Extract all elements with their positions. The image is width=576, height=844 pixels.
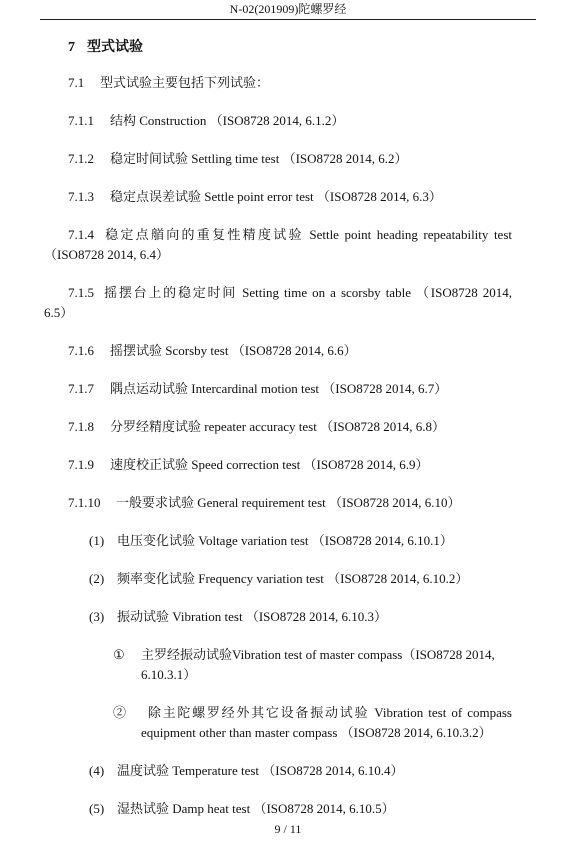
item-number: 7.1.6: [68, 343, 94, 358]
item-number: 7.1.3: [68, 189, 94, 204]
sub-item-text: 电压变化试验 Voltage variation test （ISO8728 2014, 6.10.1）: [117, 533, 453, 548]
item-text: 一般要求试验 General requirement test （ISO8728 2014, 6.10）: [116, 495, 461, 510]
list-item: [68, 455, 428, 475]
sub-item-text: 频率变化试验 Frequency variation test （ISO8728 2014, 6.10.2）: [117, 571, 469, 586]
vibration-item: [113, 645, 495, 665]
list-item: [68, 379, 447, 399]
intro-text: 型式试验主要包括下列试验：: [100, 75, 270, 90]
list-item: [68, 149, 408, 169]
sub-item-text: 湿热试验 Damp heat test （ISO8728 2014, 6.10.5）: [117, 801, 395, 816]
page-number: 9 / 11: [274, 822, 302, 836]
list-item: [68, 225, 512, 245]
item-continuation: （ISO8728 2014, 6.4）: [44, 247, 169, 262]
sub-item: [89, 569, 468, 589]
vibration-item-continuation: equipment other than master compass （ISO8728 2014, 6.10.3.2）: [141, 725, 492, 740]
list-item: [68, 187, 442, 207]
item-text: 摇摆台上的稳定时间 Setting time on a scorsby table （ISO8728 2014,: [104, 285, 513, 300]
sub-item: [89, 531, 453, 551]
list-item: [68, 341, 357, 361]
item-text: 分罗经精度试验 repeater accuracy test （ISO8728 2014, 6.8）: [110, 419, 446, 434]
vibration-item-number: ②: [113, 705, 128, 720]
item-number: 7.1.4: [68, 227, 94, 242]
sub-item-number: (2): [89, 571, 105, 586]
sub-item: [89, 607, 387, 627]
item-number: 7.1.2: [68, 151, 94, 166]
header-divider: [40, 19, 536, 20]
item-text: 速度校正试验 Speed correction test （ISO8728 2014, 6.9）: [110, 457, 429, 472]
item-number: 7.1.8: [68, 419, 94, 434]
section-title: 型式试验: [87, 40, 143, 55]
item-text: 隅点运动试验 Intercardinal motion test （ISO8728 2014, 6.7）: [110, 381, 448, 396]
item-number: 7.1.7: [68, 381, 94, 396]
item-text: 稳定点误差试验 Settle point error test （ISO8728 2014, 6.3）: [110, 189, 442, 204]
list-item: [68, 111, 344, 131]
item-number: 7.1.9: [68, 457, 94, 472]
list-item: [68, 417, 445, 437]
sub-item-text: 振动试验 Vibration test （ISO8728 2014, 6.10.3）: [117, 609, 388, 624]
item-number: 7.1.10: [68, 495, 101, 510]
item-text: 摇摆试验 Scorsby test （ISO8728 2014, 6.6）: [110, 343, 357, 358]
item-number: 7.1.1: [68, 113, 94, 128]
item-number: 7.1.5: [68, 285, 94, 300]
intro-line: [68, 73, 269, 93]
list-item: [68, 493, 460, 513]
vibration-item: [113, 703, 512, 723]
vibration-item-continuation: 6.10.3.1）: [141, 667, 197, 682]
sub-item: [89, 799, 395, 819]
item-continuation: 6.5）: [44, 305, 74, 320]
page-header: N-02(201909)陀螺罗经: [229, 2, 347, 16]
item-text: 稳定时间试验 Settling time test （ISO8728 2014, 6.2）: [110, 151, 408, 166]
section-heading: [68, 36, 143, 56]
sub-item-number: (5): [89, 801, 105, 816]
sub-item-number: (3): [89, 609, 105, 624]
sub-item: [89, 761, 404, 781]
vibration-item-text: 除主陀螺罗经外其它设备振动试验 Vibration test of compass: [147, 705, 512, 720]
item-text: 稳定点艏向的重复性精度试验 Settle point heading repeatability test: [105, 227, 512, 242]
list-item: [68, 283, 512, 303]
sub-item-number: (4): [89, 763, 105, 778]
vibration-item-number: ①: [113, 647, 125, 662]
vibration-item-text: 主罗经振动试验Vibration test of master compass（ISO8728 2014,: [141, 647, 495, 662]
sub-item-number: (1): [89, 533, 105, 548]
sub-item-text: 温度试验 Temperature test （ISO8728 2014, 6.10.4）: [117, 763, 404, 778]
intro-number: 7.1: [68, 75, 85, 90]
section-number: 7: [68, 40, 75, 55]
item-text: 结构 Construction （ISO8728 2014, 6.1.2）: [110, 113, 345, 128]
